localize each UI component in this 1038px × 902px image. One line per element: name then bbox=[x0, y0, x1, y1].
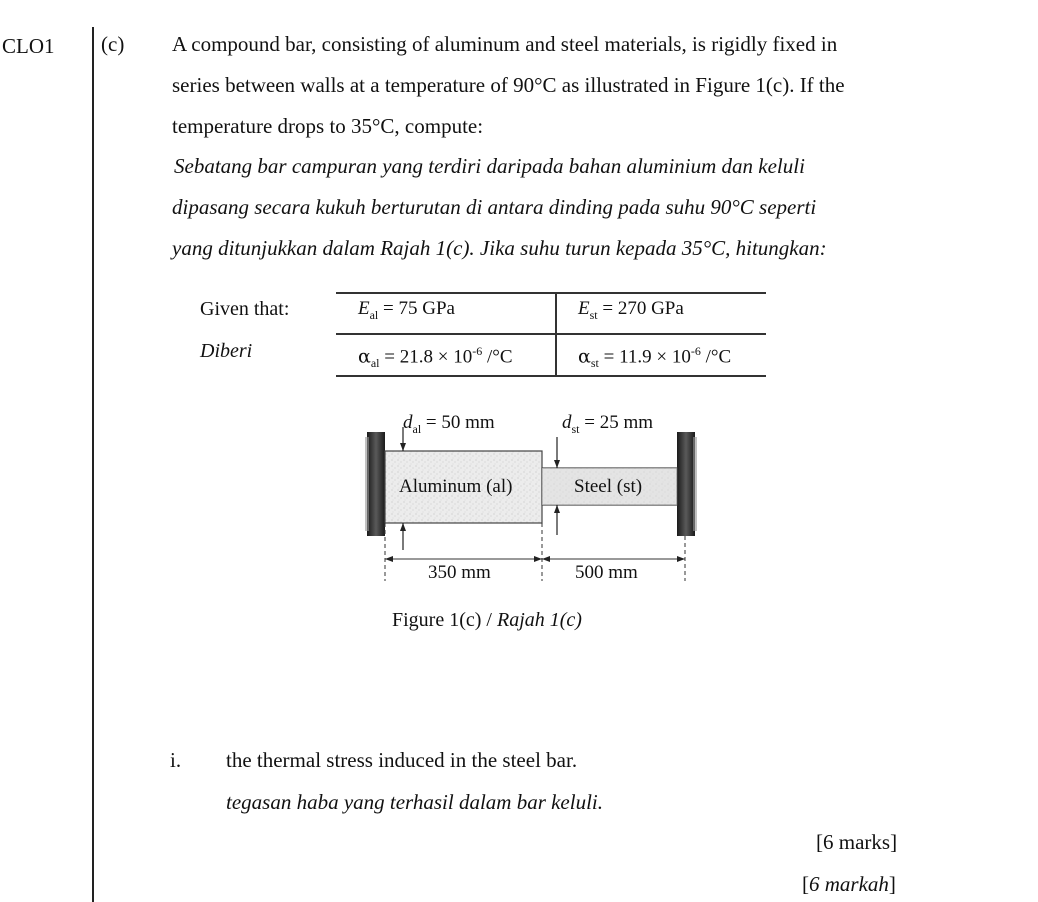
marks-en: [6 marks] bbox=[816, 830, 898, 854]
length-al-label: 350 mm bbox=[428, 562, 491, 583]
question-en-line-3: temperature drops to 35°C, compute: bbox=[172, 114, 484, 138]
question-ms-line-1: Sebatang bar campuran yang terdiri daripada bahan aluminium dan keluli bbox=[174, 154, 805, 178]
given-label-ms: Diberi bbox=[200, 340, 253, 362]
question-ms-line-2: dipasang secara kukuh berturutan di antara dinding pada suhu 90°C seperti bbox=[172, 195, 817, 219]
right-wall bbox=[677, 432, 695, 536]
part-label: (c) bbox=[101, 32, 125, 56]
table-bottom-rule bbox=[336, 375, 766, 377]
figure-caption: Figure 1(c) / Rajah 1(c) bbox=[392, 609, 582, 631]
task-text-ms: tegasan haba yang terhasil dalam bar keluli. bbox=[226, 790, 604, 814]
length-st-label: 500 mm bbox=[575, 562, 638, 583]
task-text-en: the thermal stress induced in the steel bar. bbox=[226, 748, 578, 772]
table-mid-rule bbox=[336, 333, 766, 335]
alpha-st: $\alpha_{st} = 11.9 \times 10^{-6}$ /°C bbox=[578, 344, 732, 371]
question-en-line-2: series between walls at a temperature of 90°C as illustrated in Figure 1(c). If the bbox=[172, 73, 845, 97]
modulus-al: $E_{al} = 75$ GPa bbox=[358, 298, 455, 322]
marks-ms: [6 markah] bbox=[802, 872, 896, 896]
diameter-st-label: $d_{st} = 25$ mm bbox=[562, 412, 654, 436]
modulus-st: $E_{st} = 270$ GPa bbox=[578, 298, 684, 322]
given-label-en: Given that: bbox=[200, 298, 290, 320]
table-top-rule bbox=[336, 292, 766, 294]
aluminum-label: Aluminum (al) bbox=[399, 476, 513, 497]
task-number: i. bbox=[170, 748, 182, 772]
alpha-al: $\alpha_{al} = 21.8 \times 10^{-6}$ /°C bbox=[358, 344, 513, 371]
question-ms-line-3: yang ditunjukkan dalam Rajah 1(c). Jika suhu turun kepada 35°C, hitungkan: bbox=[172, 236, 827, 260]
diameter-al-label: $d_{al} = 50$ mm bbox=[403, 412, 495, 436]
left-wall bbox=[367, 432, 385, 536]
table-col-divider bbox=[555, 292, 557, 376]
margin-rule bbox=[92, 27, 94, 902]
steel-label: Steel (st) bbox=[574, 476, 643, 497]
question-en-line-1: A compound bar, consisting of aluminum and steel materials, is rigidly fixed in bbox=[172, 32, 838, 56]
clo-label: CLO1 bbox=[2, 34, 55, 58]
